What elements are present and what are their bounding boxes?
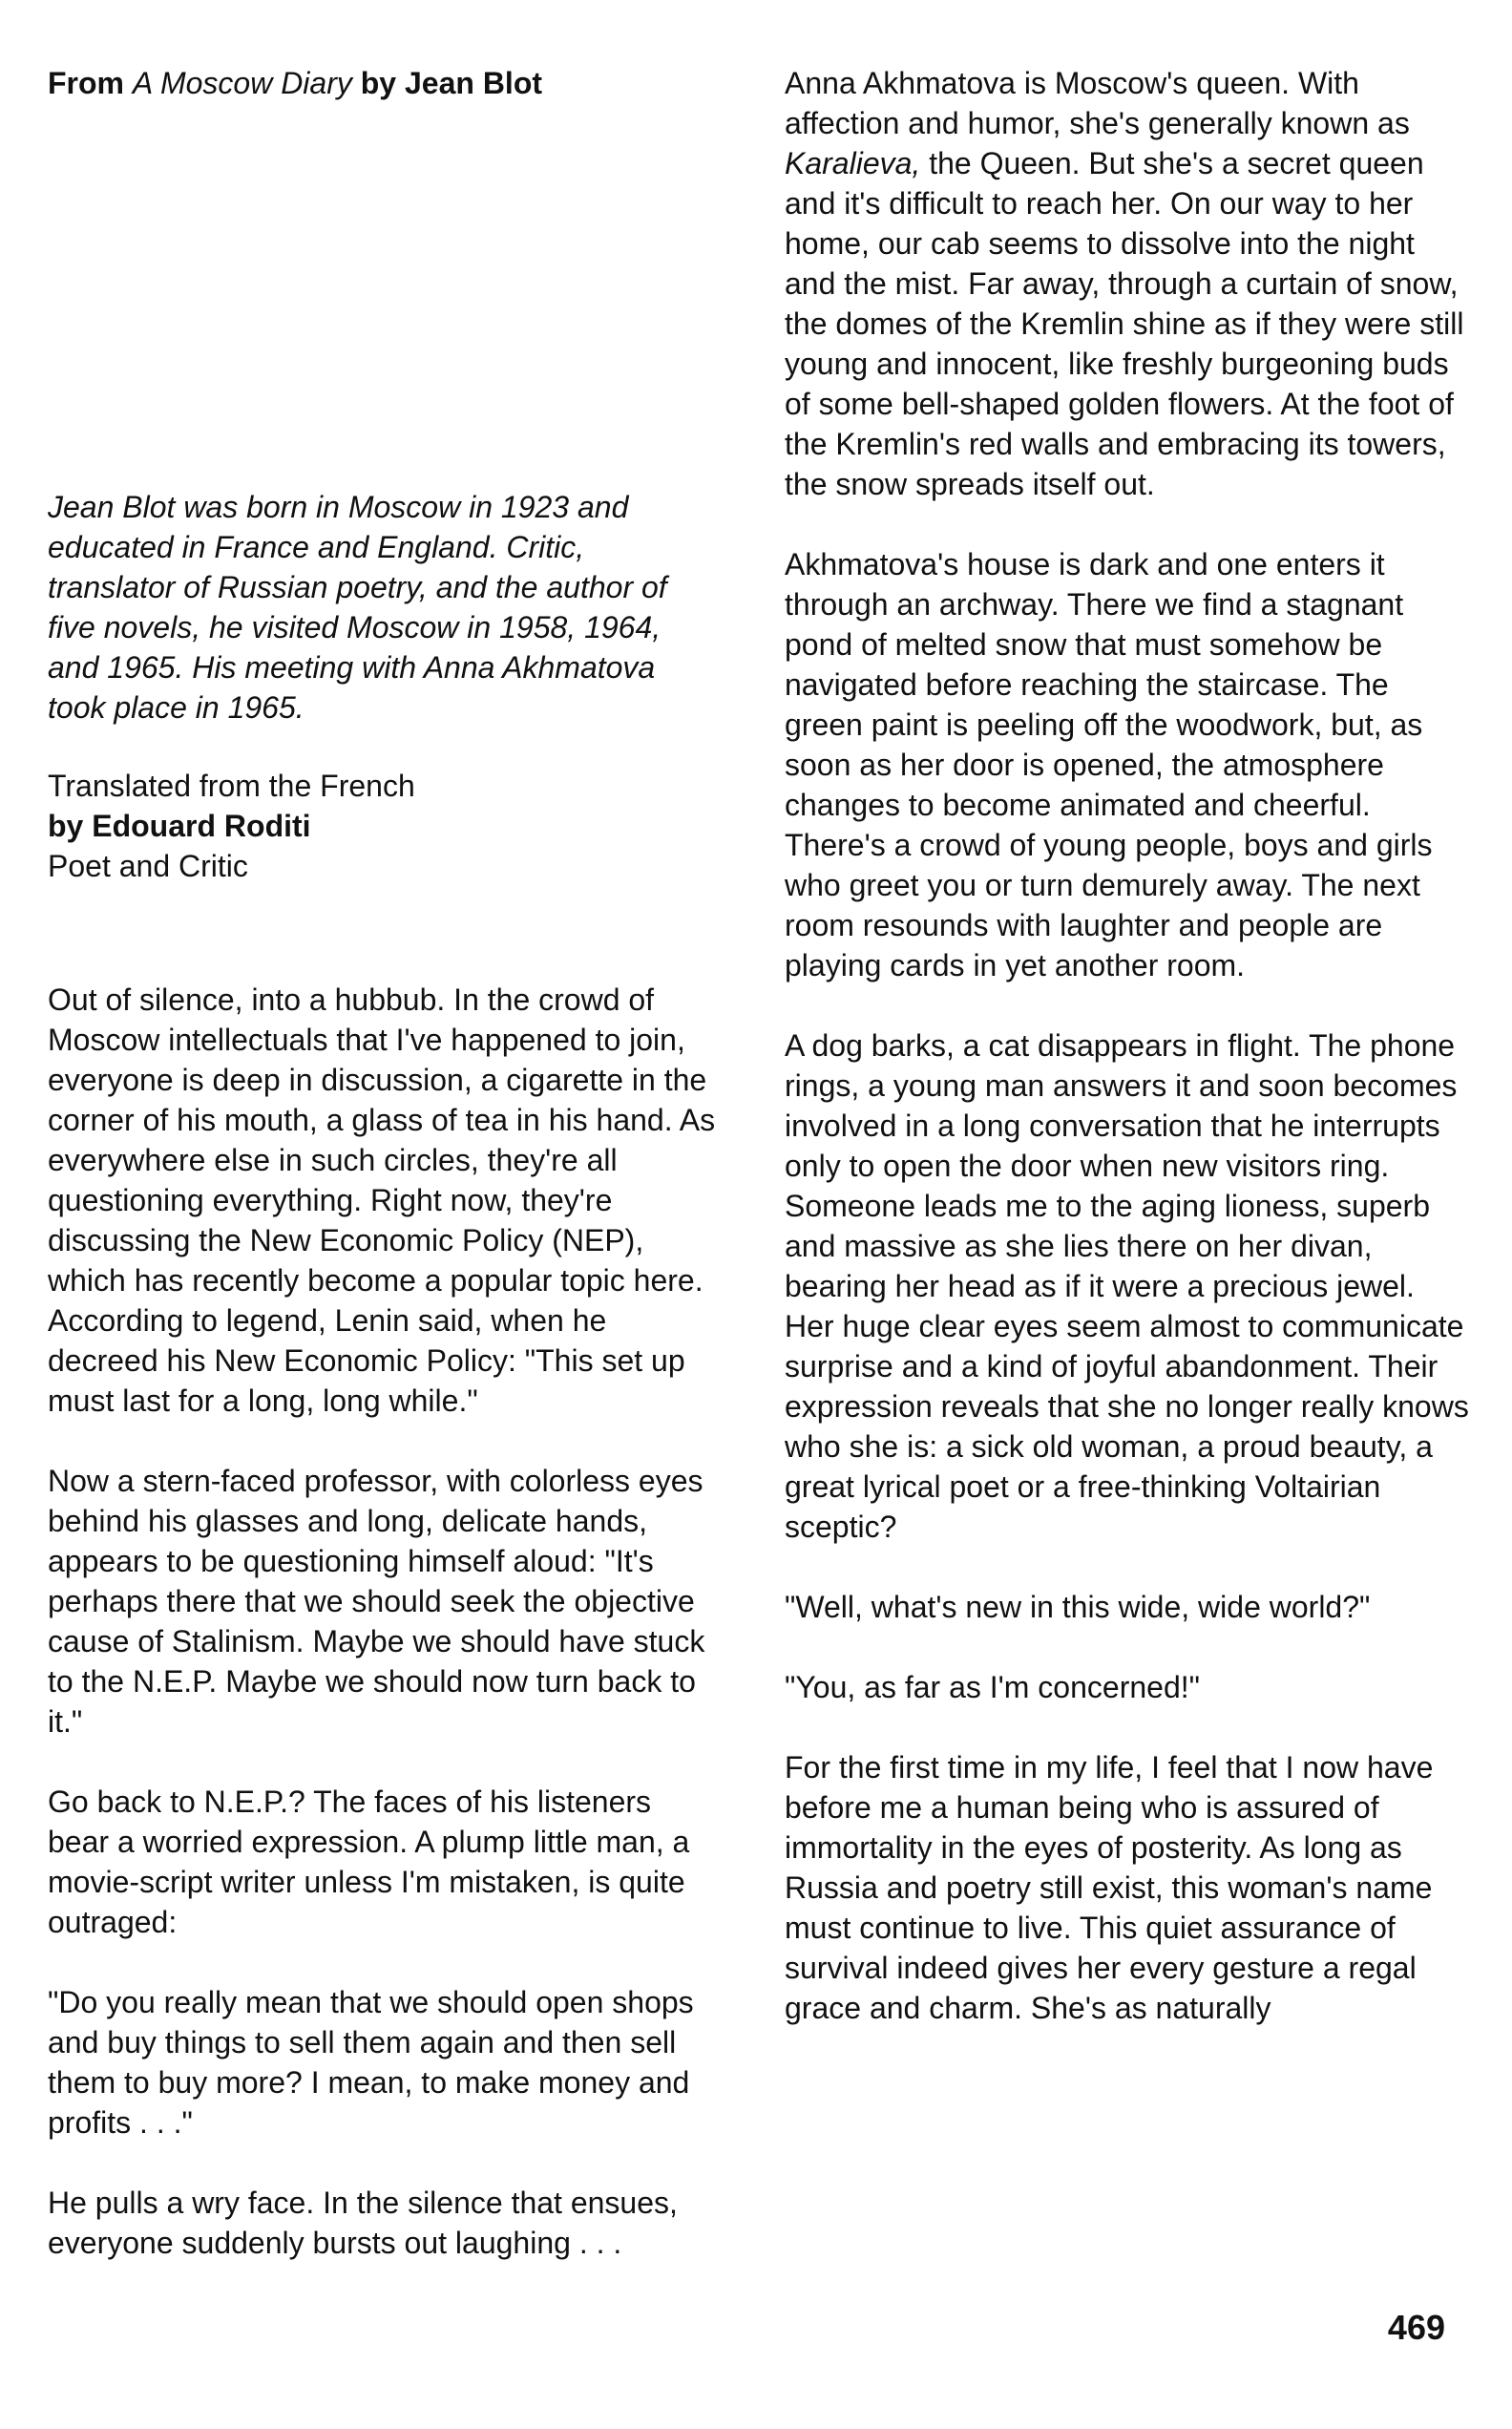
page-number: 469 (1387, 2308, 1445, 2347)
translator-credit (48, 766, 716, 886)
body-paragraph: For the first time in my life, I feel that I now have before me a human being who is assured of immortality in the eyes of posterity. As long as Russia and poetry still exist, this woman's name must continue to live. This quiet assurance of survival indeed gives her every gesture a regal grace and charm. She's as naturally (785, 1750, 1434, 2025)
text-run: the Queen. But she's a secret queen and it's difficult to reach her. On our way to her home, our cab seems to dissolve into the night and the mist. Far away, through a curtain of snow, the domes of the Kremlin shine as if they were still young and innocent, like freshly burgeoning buds of some bell-shaped golden flowers. At the foot of the Kremlin's red walls and embracing its towers, the snow spreads itself out. (785, 146, 1464, 501)
body-paragraph: Out of silence, into a hubbub. In the crowd of Moscow intellectuals that I've happened to join, everyone is deep in discussion, a cigarette in the corner of his mouth, a glass of tea in his hand. As everywhere else in such circles, they're all questioning everything. Right now, they're discussing the New Economic Policy (NEP), which has recently become a popular topic here. According to legend, Lenin said, when he decreed his New Economic Policy: "This set up must last for a long, long while." (48, 982, 716, 1418)
body-paragraph: A dog barks, a cat disappears in flight. The phone rings, a young man answers it and soon becomes involved in a long conversation that he interrupts only to open the door when new visitors ring. Someone leads me to the aging lioness, superb and massive as she lies there on her divan, bearing her head as if it were a precious jewel. Her huge clear eyes seem almost to communicate surprise and a kind of joyful abandonment. Their expression reveals that she no longer really knows who she is: a sick old woman, a proud beauty, a great lyrical poet or a free-thinking Voltairian sceptic? (785, 1028, 1469, 1544)
body-paragraph: Now a stern-faced professor, with colorless eyes behind his glasses and long, delicate hands, appears to be questioning himself aloud: "It's perhaps there that we should seek the objective cause of Stalinism. Maybe we should have stuck to the N.E.P. Maybe we should now turn back to it." (48, 1464, 705, 1739)
article-title: A Moscow Diary (132, 66, 352, 100)
translator-name: by Edouard Roditi (48, 809, 311, 843)
body-paragraph: Akhmatova's house is dark and one enters it through an archway. There we find a stagnant pond of melted snow that must somehow be navigated before reaching the staircase. The green paint is peeling off the woodwork, but, as soon as her door is opened, the atmosphere changes to become animated and cheerful. There's a crowd of young people, boys and girls who greet you or turn demurely away. The next room resounds with laughter and people are playing cards in yet another room. (785, 547, 1433, 982)
right-column (785, 63, 1472, 2028)
body-paragraph: Go back to N.E.P.? The faces of his listeners bear a worried expression. A plump little man, a movie-script writer unless I'm mistaken, is quite outraged: (48, 1785, 690, 1939)
article-author: by Jean Blot (360, 66, 543, 100)
body-paragraph (785, 63, 1472, 504)
left-column (48, 63, 716, 2263)
italic-term: Karalieva, (785, 146, 921, 180)
body-paragraph: He pulls a wry face. In the silence that ensues, everyone suddenly bursts out laughing . . . (48, 2186, 678, 2260)
body-paragraph: "Do you really mean that we should open shops and buy things to sell them again and then sell them to buy more? I mean, to make money and profits . . ." (48, 1985, 694, 2140)
text-run: Anna Akhmatova is Moscow's queen. With affection and humor, she's generally known as (785, 66, 1410, 140)
heading-prefix: From (48, 66, 124, 100)
translated-from: Translated from the French (48, 769, 415, 803)
author-bio: Jean Blot was born in Moscow in 1923 and educated in France and England. Critic, translator of Russian poetry, and the author of five novels, he visited Moscow in 1958, 1964, and 1965. His meeting with Anna Akhmatova took place in 1965. (48, 490, 667, 725)
translator-role: Poet and Critic (48, 849, 248, 883)
dialogue-line: "Well, what's new in this wide, wide world?" (785, 1590, 1371, 1624)
dialogue-line: "You, as far as I'm concerned!" (785, 1670, 1200, 1704)
article-heading (48, 63, 716, 103)
